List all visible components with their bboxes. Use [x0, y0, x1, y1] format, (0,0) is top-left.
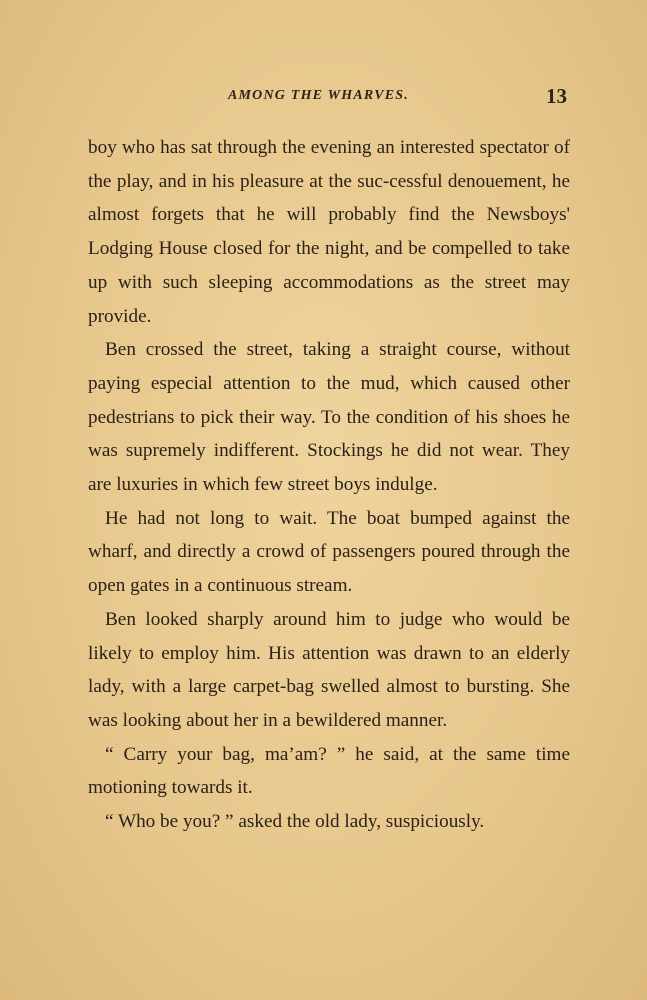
paragraph-2: Ben crossed the street, taking a straight course, without paying especial attention to the mud, which caused other pedestrians to pick their way. To the condition of his shoes he was supremely indifferent. Stockings he did not wear. They are luxuries in which few street boys indulge. [88, 339, 570, 496]
paragraph-6: “ Who be you? ” asked the old lady, suspiciously. [105, 811, 485, 833]
page-number: 13 [546, 84, 567, 108]
paragraph-5: “ Carry your bag, ma’am? ” he said, at the same time motioning towards it. [88, 743, 570, 799]
paragraph-4: Ben looked sharply around him to judge who would be likely to employ him. His attention was drawn to an elderly lady, with a large carpet-bag swelled almost to bursting. She was looking about her in a bewildered manner. [88, 608, 570, 731]
paragraph-3: He had not long to wait. The boat bumped against the wharf, and directly a crowd of passengers poured through the open gates in a continuous stream. [88, 507, 570, 597]
body-text [88, 131, 570, 839]
paragraph-1: boy who has sat through the evening an interested spectator of the play, and in his pleasure at the suc-cessful denouement, he almost forgets that he will probably find the Newsboys' Lodging House closed for the night, and be compelled to take up with such sleeping accommodations as the street may provide. [88, 137, 570, 327]
running-head: AMONG THE WHARVES. [228, 88, 409, 103]
